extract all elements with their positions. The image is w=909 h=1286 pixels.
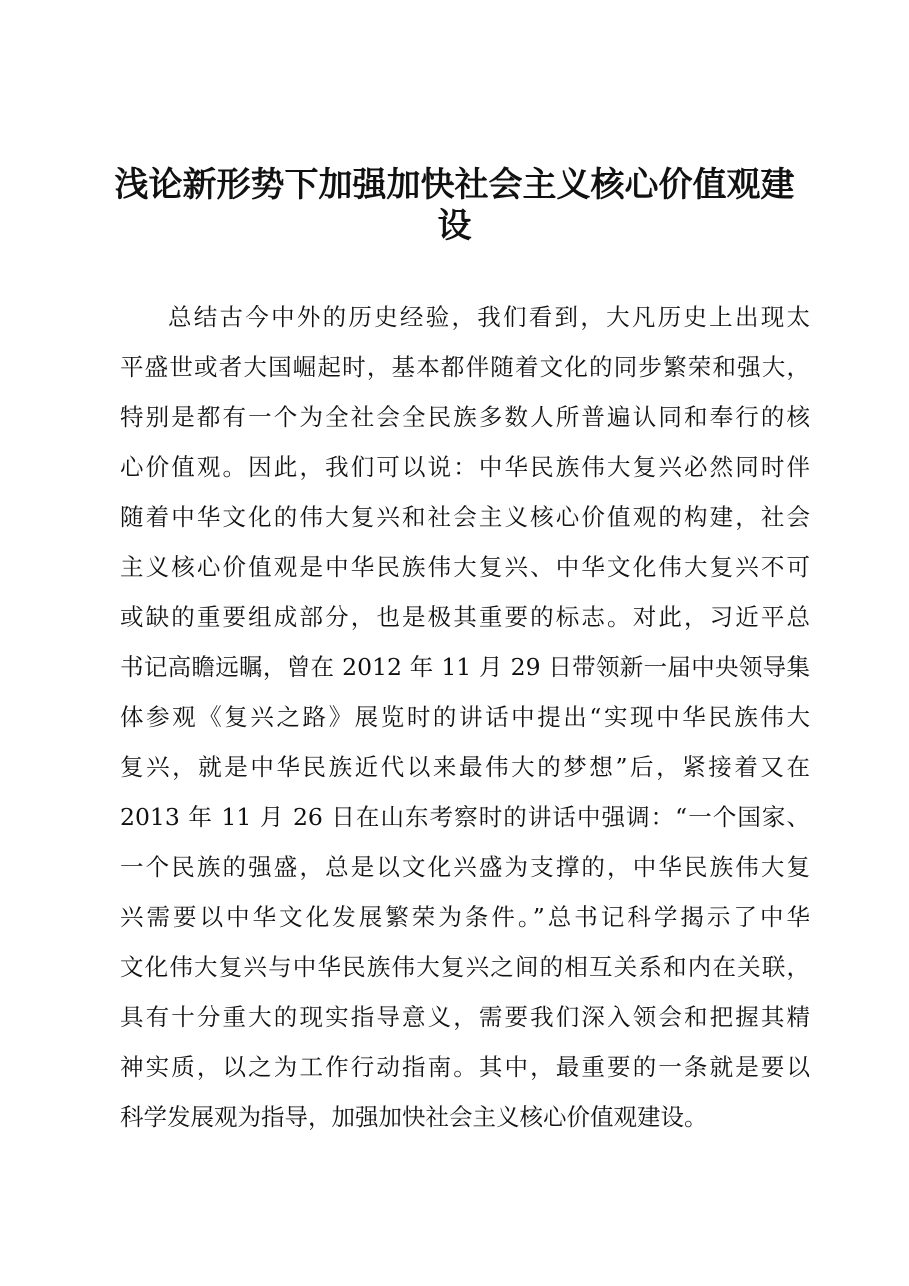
paragraph-line: 主义核心价值观是中华民族伟大复兴、中华文化伟大复兴不可 — [120, 553, 810, 581]
paragraph-line: 2013 年 11 月 26 日在山东考察时的讲话中强调：“一个国家、 — [120, 803, 810, 831]
paragraph-line: 总结古今中外的历史经验，我们看到，大凡历史上出现太 — [168, 303, 810, 331]
paragraph-line: 心价值观。因此，我们可以说：中华民族伟大复兴必然同时伴 — [120, 453, 810, 481]
paragraph-line: 书记高瞻远瞩，曾在 2012 年 11 月 29 日带领新一届中央领导集 — [120, 653, 810, 681]
paragraph-line: 或缺的重要组成部分，也是极其重要的标志。对此，习近平总 — [120, 603, 810, 631]
paragraph-line: 一个民族的强盛，总是以文化兴盛为支撑的，中华民族伟大复 — [120, 853, 810, 881]
paragraph-line: 神实质，以之为工作行动指南。其中，最重要的一条就是要以 — [120, 1053, 810, 1081]
paragraph-line: 具有十分重大的现实指导意义，需要我们深入领会和把握其精 — [120, 1003, 810, 1031]
paragraph-line: 体参观《复兴之路》展览时的讲话中提出“实现中华民族伟大 — [120, 703, 810, 731]
paragraph-line: 复兴，就是中华民族近代以来最伟大的梦想”后，紧接着又在 — [120, 753, 810, 781]
document-title-line-2: 设 — [437, 206, 472, 246]
paragraph-line: 兴需要以中华文化发展繁荣为条件。”总书记科学揭示了中华 — [120, 903, 810, 931]
paragraph-line: 特别是都有一个为全社会全民族多数人所普遍认同和奉行的核 — [120, 403, 810, 431]
paragraph-line: 随着中华文化的伟大复兴和社会主义核心价值观的构建，社会 — [120, 503, 810, 531]
paragraph-line: 平盛世或者大国崛起时，基本都伴随着文化的同步繁荣和强大， — [120, 353, 810, 381]
document-title-line-1: 浅论新形势下加强加快社会主义核心价值观建 — [114, 165, 795, 205]
paragraph-line: 文化伟大复兴与中华民族伟大复兴之间的相互关系和内在关联， — [120, 953, 810, 981]
paragraph-line-last: 科学发展观为指导，加强加快社会主义核心价值观建设。 — [120, 1103, 708, 1131]
